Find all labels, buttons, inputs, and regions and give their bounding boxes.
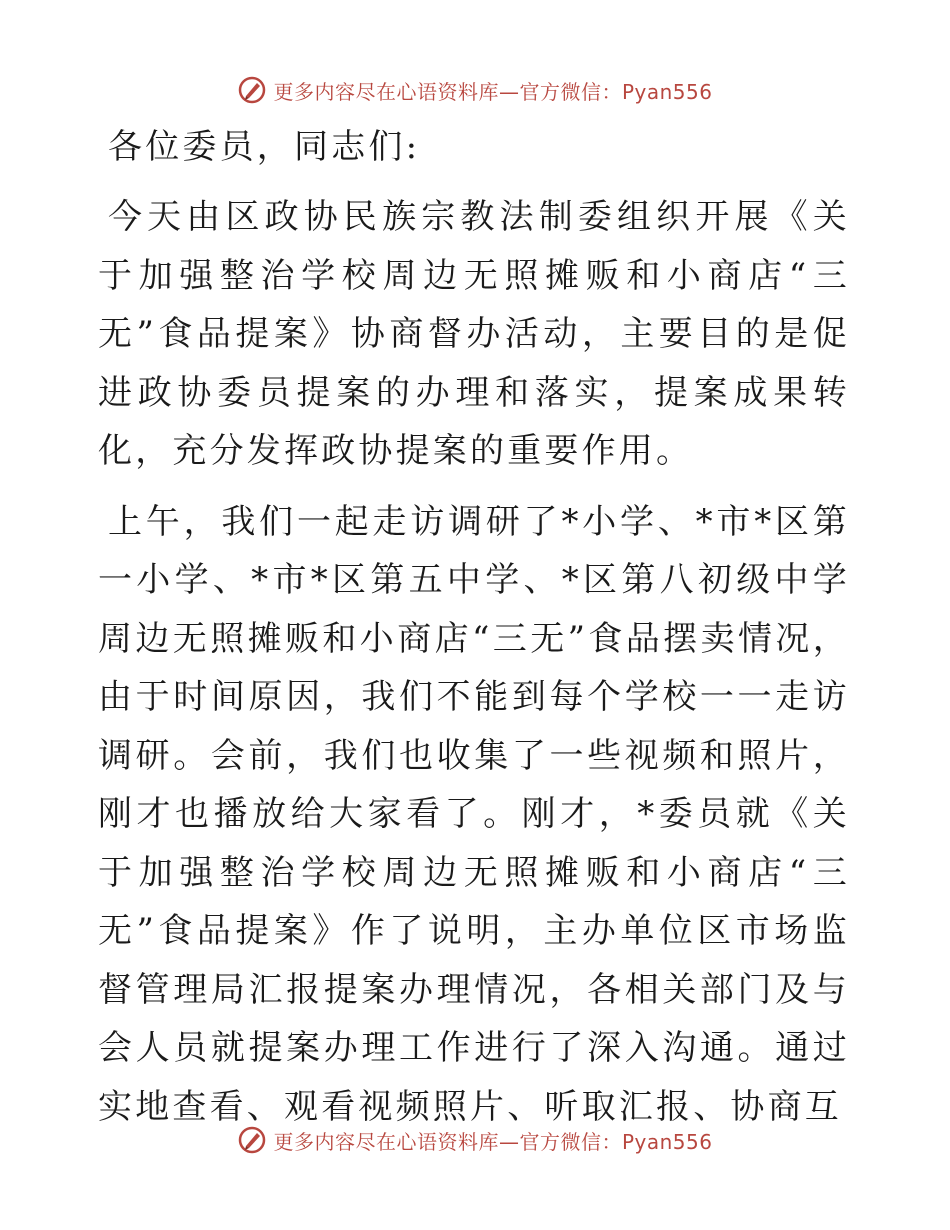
document-body: [98, 118, 850, 1148]
pen-circle-logo-icon: [237, 1125, 267, 1155]
paragraph-2: 上午，我们一起走访调研了*小学、*市*区第一小学、*市*区第五中学、*区第八初级中学周边无照摊贩和小商店“三无”食品摆卖情况，由于时间原因，我们不能到每个学校一一走访调研。会前，我们也收集了一些视频和照片，刚才也播放给大家看了。刚才，*委员就《关于加强整治学校周边无照摊贩和小商店“三无”食品提案》作了说明，主办单位区市场监督管理局汇报提案办理情况，各相关部门及与会人员就提案办理工作进行了深入沟通。通过实地查看、观看视频照片、听取汇报、协商互: [98, 501, 850, 1127]
watermark-text: 更多内容尽在心语资料库—官方微信：Pyan556: [273, 79, 713, 104]
watermark-header: [0, 70, 950, 110]
paragraph-1: 今天由区政协民族宗教法制委组织开展《关于加强整治学校周边无照摊贩和小商店“三无”食品提案》协商督办活动，主要目的是促进政协委员提案的办理和落实，提案成果转化，充分发挥政协提案的重要作用。: [98, 197, 850, 471]
pen-circle-logo-icon: [237, 75, 267, 105]
watermark-text: 更多内容尽在心语资料库—官方微信：Pyan556: [273, 1129, 713, 1154]
salutation: 各位委员，同志们:: [108, 127, 421, 167]
watermark-footer: [0, 1120, 950, 1160]
